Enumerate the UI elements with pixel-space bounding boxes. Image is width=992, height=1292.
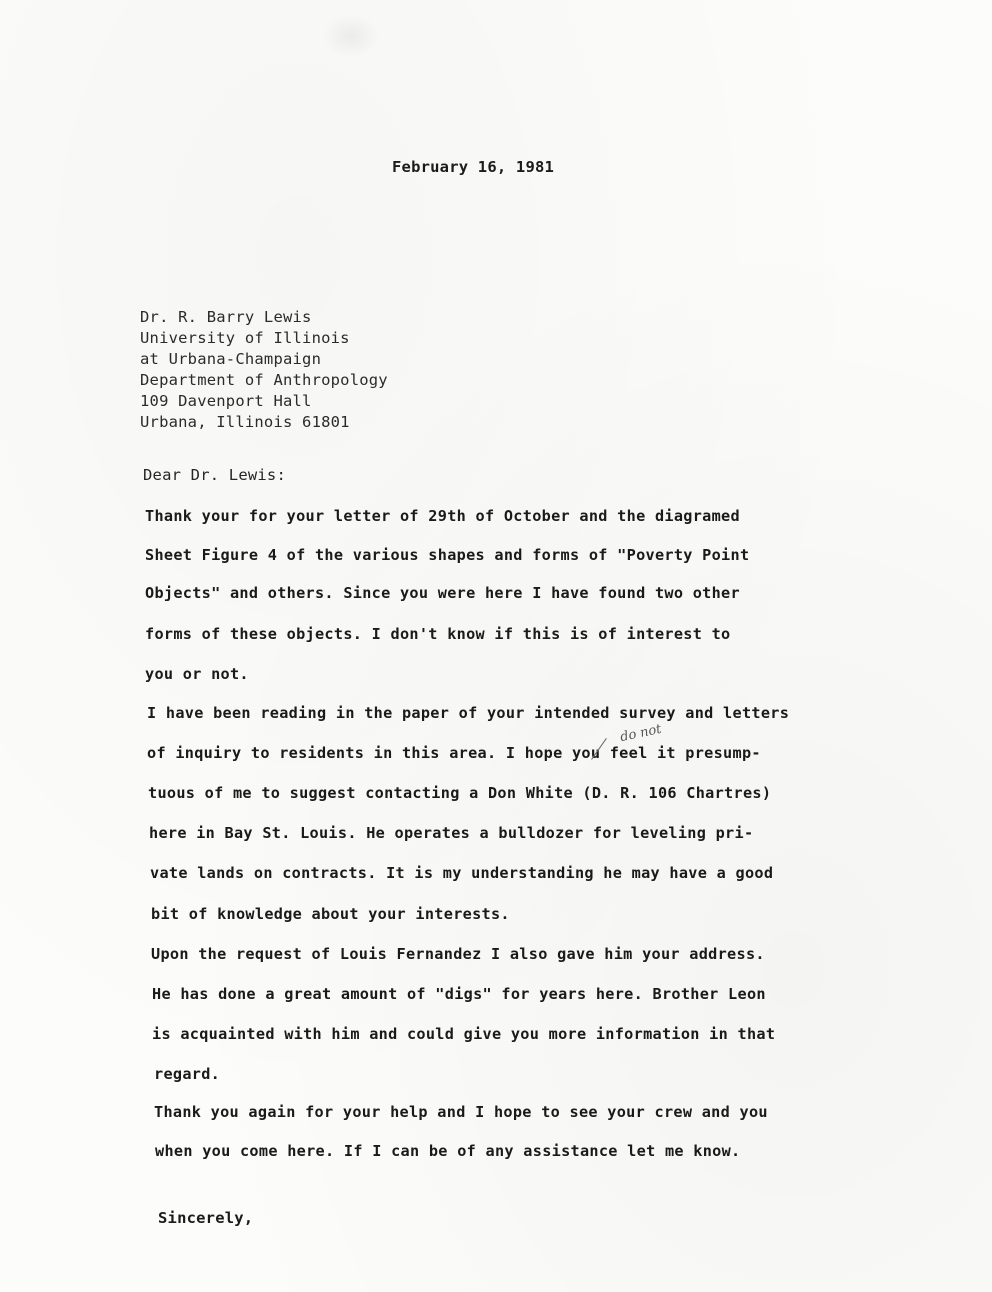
letter-date: February 16, 1981 xyxy=(392,158,555,176)
body-line: Upon the request of Louis Fernandez I also gave him your address. xyxy=(151,945,765,963)
salutation: Dear Dr. Lewis: xyxy=(143,466,286,484)
insertion-caret-mark xyxy=(591,738,623,771)
body-line: tuous of me to suggest contacting a Don White (D. R. 106 Chartres) xyxy=(148,784,772,802)
body-line: here in Bay St. Louis. He operates a bulldozer for leveling pri- xyxy=(149,824,754,842)
closing: Sincerely, xyxy=(158,1209,254,1227)
body-line: I have been reading in the paper of your intended survey and letters xyxy=(147,704,790,722)
body-line: Objects" and others. Since you were here I have found two other xyxy=(145,584,740,602)
body-line: Sheet Figure 4 of the various shapes and forms of "Poverty Point xyxy=(145,546,750,564)
body-line: Thank your for your letter of 29th of October and the diagramed xyxy=(145,507,740,525)
body-line: when you come here. If I can be of any assistance let me know. xyxy=(155,1142,741,1160)
body-line: vate lands on contracts. It is my understanding he may have a good xyxy=(150,864,774,882)
body-line: is acquainted with him and could give you more information in that xyxy=(152,1025,776,1043)
recipient-line: at Urbana-Champaign xyxy=(140,350,322,368)
punch-hole-mark xyxy=(322,14,380,58)
handwritten-insert: do not xyxy=(618,721,663,746)
body-line: bit of knowledge about your interests. xyxy=(151,905,510,923)
body-line: you or not. xyxy=(145,665,249,683)
body-line: regard. xyxy=(154,1065,221,1083)
recipient-line: Urbana, Illinois 61801 xyxy=(140,413,350,431)
body-line: He has done a great amount of "digs" for years here. Brother Leon xyxy=(152,985,766,1003)
body-line: Thank you again for your help and I hope to see your crew and you xyxy=(154,1103,768,1121)
body-line: forms of these objects. I don't know if this is of interest to xyxy=(145,625,731,643)
body-line: of inquiry to residents in this area. I hope you feel it presump- xyxy=(147,744,761,762)
recipient-line: Department of Anthropology xyxy=(140,371,388,389)
recipient-line: University of Illinois xyxy=(140,329,350,347)
recipient-line: Dr. R. Barry Lewis xyxy=(140,308,312,326)
recipient-line: 109 Davenport Hall xyxy=(140,392,312,410)
